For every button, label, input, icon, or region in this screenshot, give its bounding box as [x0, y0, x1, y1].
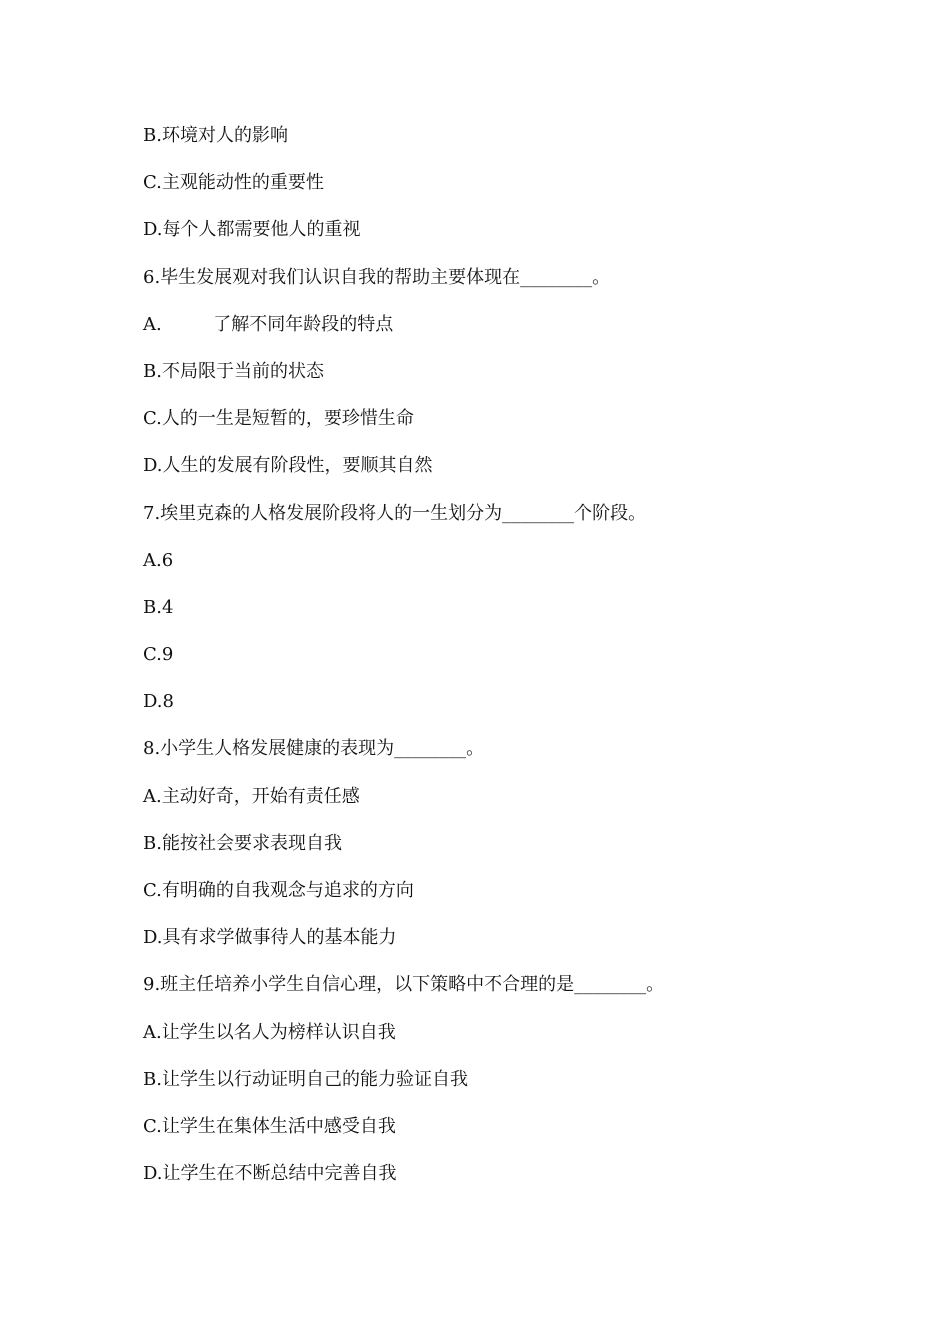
document-body	[143, 121, 903, 1206]
option-line-q9-b: B.让学生以行动证明自己的能力验证自我	[143, 1068, 468, 1090]
option-line-q8-b: B.能按社会要求表现自我	[143, 832, 342, 854]
option-line-q5-d: D.每个人都需要他人的重视	[143, 219, 361, 241]
option-line-q6-c: C.人的一生是短暂的，要珍惜生命	[143, 408, 414, 430]
option-line-q9-d: D.让学生在不断总结中完善自我	[143, 1163, 397, 1185]
option-line-q7-c: C.9	[143, 644, 174, 666]
question-8: 8.小学生人格发展健康的表现为________。	[143, 738, 485, 760]
option-line-q7-b: B.4	[143, 596, 174, 618]
option-line-q6-a: A. 了解不同年龄段的特点	[143, 313, 394, 335]
option-line-q5-c: C.主观能动性的重要性	[143, 172, 324, 194]
question-6: 6.毕生发展观对我们认识自我的帮助主要体现在________。	[143, 266, 611, 288]
option-line-q5-b: B.环境对人的影响	[143, 125, 288, 146]
question-9: 9.班主任培养小学生自信心理，以下策略中不合理的是________。	[143, 974, 665, 996]
option-line-q8-a: A.主动好奇，开始有责任感	[143, 785, 360, 807]
option-line-q8-d: D.具有求学做事待人的基本能力	[143, 927, 397, 949]
option-line-q7-a: A.6	[143, 549, 174, 571]
option-line-q7-d: D.8	[143, 691, 174, 713]
option-line-q8-c: C.有明确的自我观念与追求的方向	[143, 880, 414, 901]
option-line-q6-b: B.不局限于当前的状态	[143, 360, 324, 382]
option-line-q9-c: C.让学生在集体生活中感受自我	[143, 1115, 396, 1137]
option-line-q6-d: D.人生的发展有阶段性，要顺其自然	[143, 455, 433, 477]
option-line-q9-a: A.让学生以名人为榜样认识自我	[143, 1021, 396, 1043]
question-7: 7.埃里克森的人格发展阶段将人的一生划分为________个阶段。	[143, 502, 647, 524]
